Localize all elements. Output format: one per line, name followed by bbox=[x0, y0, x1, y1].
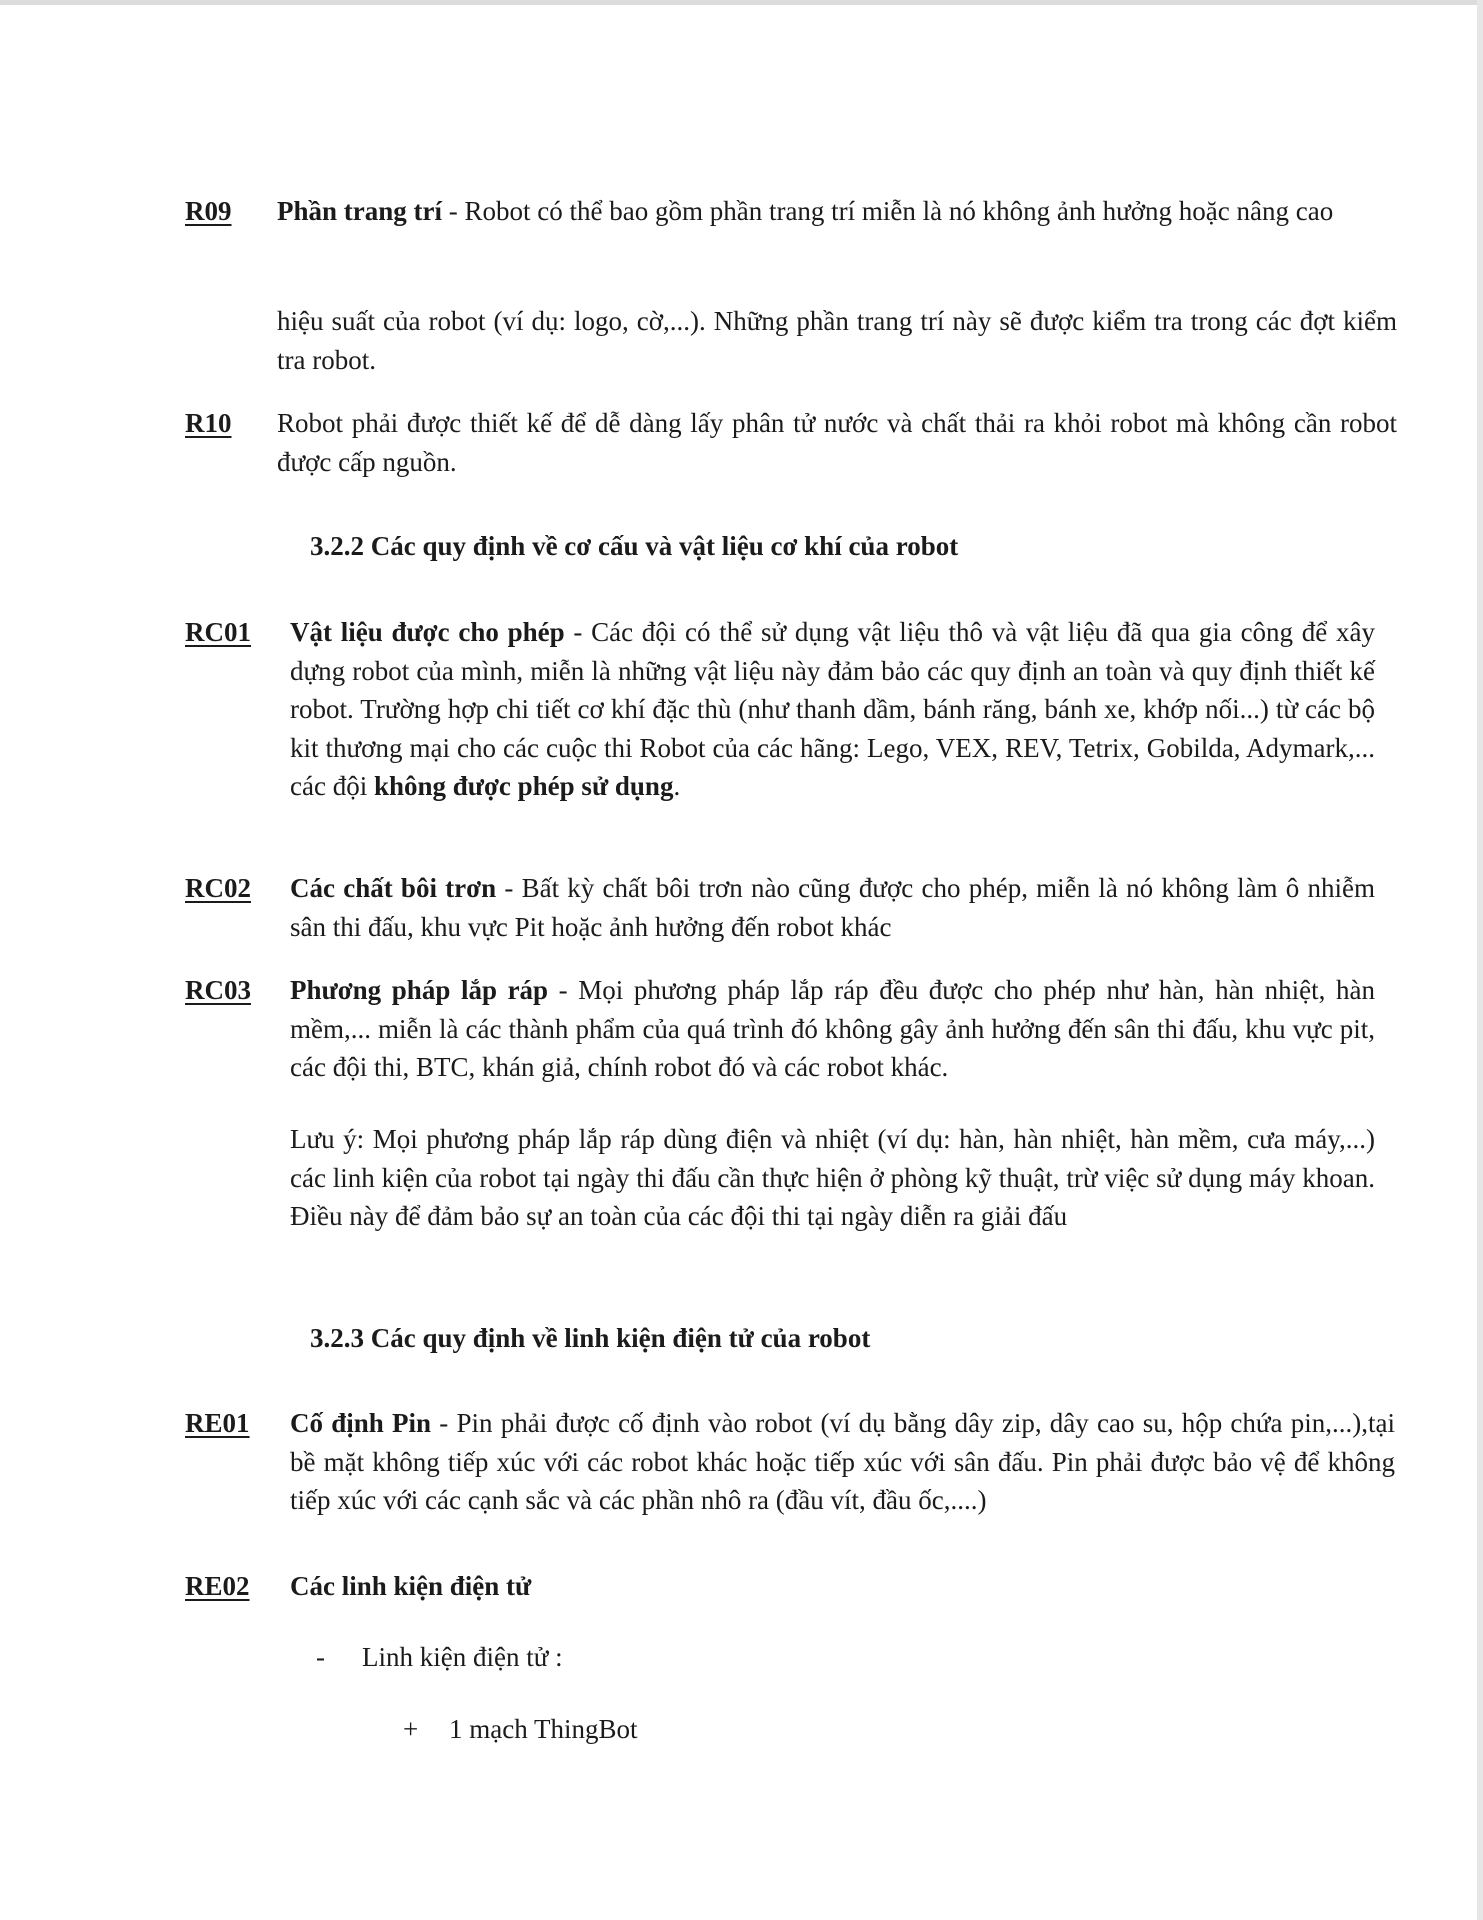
rule-note: Lưu ý: Mọi phương pháp lắp ráp dùng điện và nhiệt (ví dụ: hàn, hàn nhiệt, hàn mềm, cưa máy,...) các linh kiện của robot tại ngày thi đấu cần thực hiện ở phòng kỹ thuật, trừ việc sử dụng máy khoan. Điều này để đảm bảo sự an toàn của các đội thi tại ngày diễn ra giải đấu bbox=[290, 1124, 1375, 1231]
rule-body bbox=[290, 1567, 1375, 1606]
section-heading-3-2-2: 3.2.2 Các quy định về cơ cấu và vật liệu cơ khí của robot bbox=[310, 531, 959, 561]
rule-title: Vật liệu được cho phép bbox=[290, 617, 565, 647]
rule-code: RC01 bbox=[185, 617, 251, 647]
rule-text: Bất kỳ chất bôi trơn nào cũng được cho phép, miễn là nó không làm ô nhiễm sân thi đấu, khu vực Pit hoặc ảnh hưởng đến robot khác bbox=[290, 873, 1375, 942]
rule-text: Mọi phương pháp lắp ráp đều được cho phép như hàn, hàn nhiệt, hàn mềm,... miễn là các thành phẩm của quá trình đó không gây ảnh hưởng đến sân thi đấu, khu vực pit, các đội thi, BTC, khán giả, chính robot đó và các robot khác. bbox=[290, 975, 1375, 1082]
rule-emphasis: không được phép sử dụng bbox=[373, 771, 674, 801]
rule-body: hiệu suất của robot (ví dụ: logo, cờ,...). Những phần trang trí này sẽ được kiểm tra trong các đợt kiểm tra robot. bbox=[277, 306, 1397, 375]
rule-body bbox=[277, 192, 1397, 231]
rule-title: Các chất bôi trơn bbox=[290, 873, 497, 903]
rule-code: RE01 bbox=[185, 1408, 250, 1438]
rule-text: Robot có thể bao gồm phần trang trí miễn là nó không ảnh hưởng hoặc nâng cao bbox=[464, 196, 1334, 226]
rule-text: Các đội có thể sử dụng vật liệu thô và vật liệu đã qua gia công để xây dựng robot của mình, miễn là những vật liệu này đảm bảo các quy định an toàn và quy định thiết kế robot. Trường hợp chi tiết cơ khí đặc thù (như thanh dầm, bánh răng, bánh xe, khớp nối...) từ các bộ kit thương mại cho các cuộc thi Robot của các hãng: Lego, VEX, REV, Tetrix, Gobilda, Adymark,... các đội bbox=[290, 617, 1375, 801]
page-right-border bbox=[1477, 0, 1483, 1920]
rule-end: . bbox=[673, 771, 681, 801]
plus-bullet: + bbox=[403, 1714, 419, 1744]
section-heading-3-2-3: 3.2.3 Các quy định về linh kiện điện tử của robot bbox=[310, 1323, 871, 1353]
rule-code: R09 bbox=[185, 196, 232, 226]
rule-text: Pin phải được cố định vào robot (ví dụ bằng dây zip, dây cao su, hộp chứa pin,...),tại bề mặt không tiếp xúc với các robot khác hoặc tiếp xúc với sân đấu. Pin phải được bảo vệ để không tiếp xúc với các cạnh sắc và các phần nhô ra (đầu vít, đầu ốc,....) bbox=[290, 1408, 1395, 1515]
rule-separator: - bbox=[564, 617, 592, 647]
rule-separator: - bbox=[548, 975, 579, 1005]
rule-code: RE02 bbox=[185, 1571, 250, 1601]
rule-body bbox=[290, 971, 1375, 1087]
list-item-text: 1 mạch ThingBot bbox=[449, 1714, 638, 1744]
rule-code: R10 bbox=[185, 408, 232, 438]
rule-title: Các linh kiện điện tử bbox=[290, 1571, 532, 1601]
rule-separator: - bbox=[496, 873, 522, 903]
dash-bullet: - bbox=[316, 1642, 325, 1672]
rule-body bbox=[290, 1404, 1395, 1520]
rule-title: Phần trang trí bbox=[277, 196, 442, 226]
page-top-border bbox=[0, 0, 1483, 5]
rule-text: Robot phải được thiết kế để dễ dàng lấy phân tử nước và chất thải ra khỏi robot mà không cần robot được cấp nguồn. bbox=[277, 408, 1397, 477]
rule-body bbox=[290, 869, 1375, 946]
rule-separator: - bbox=[431, 1408, 457, 1438]
rule-separator: - bbox=[442, 196, 465, 226]
list-item-text: Linh kiện điện tử : bbox=[362, 1642, 563, 1672]
rule-code: RC03 bbox=[185, 975, 251, 1005]
rule-title: Phương pháp lắp ráp bbox=[290, 975, 549, 1005]
rule-code: RC02 bbox=[185, 873, 251, 903]
rule-title: Cố định Pin bbox=[290, 1408, 432, 1438]
rule-body bbox=[290, 613, 1375, 806]
